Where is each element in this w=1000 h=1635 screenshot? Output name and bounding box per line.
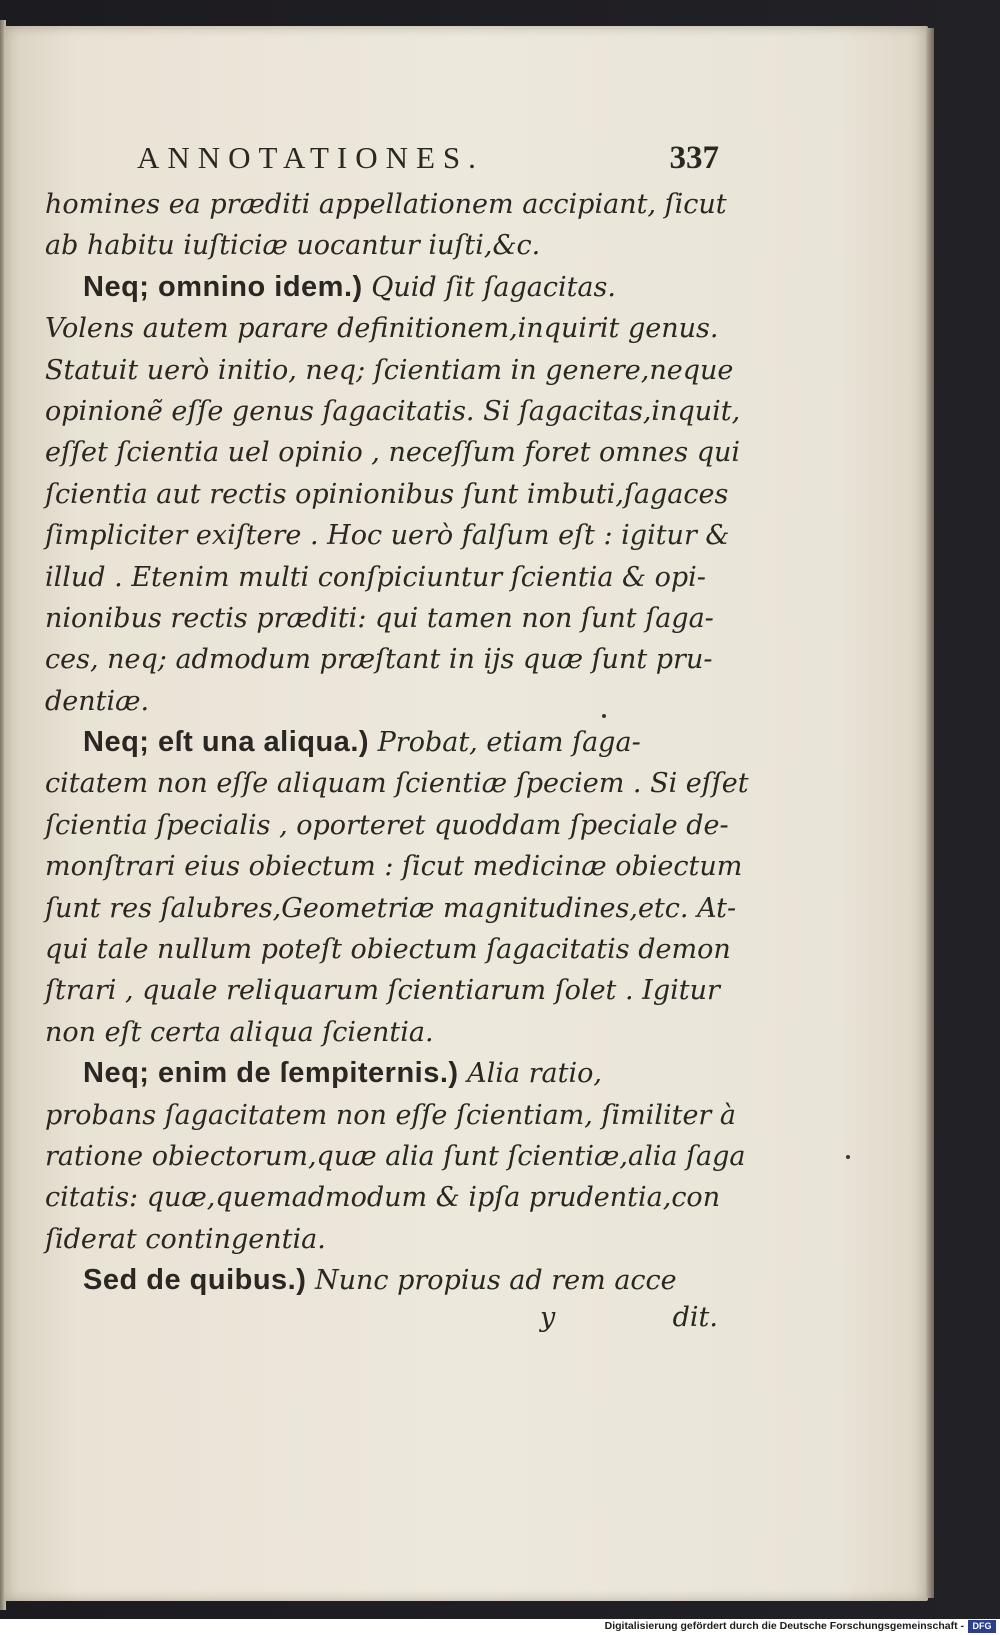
text-line: ſunt res ſalubres,Geometriæ magnitudines,etc. At- [45, 892, 737, 924]
text-line: monſtrari eius obiectum : ſicut medicinæ obiectum [45, 851, 743, 883]
lemma: Neq; omnino idem.) [83, 270, 363, 303]
text-line-with-lemma [45, 1053, 715, 1094]
digitization-footer [0, 1619, 1000, 1635]
text-line: illud . Etenim multi conſpiciuntur ſcientia & opi- [45, 561, 706, 593]
text-line: ſcientia ſpecialis , oporteret quoddam ſpeciale de- [45, 809, 729, 841]
text-line: nionibus rectis præditi: qui tamen non ſunt ſaga- [45, 602, 714, 634]
footer-credit: Digitalisierung gefördert durch die Deutsche Forschungsgemeinschaft - [604, 1620, 964, 1632]
page-header [45, 140, 719, 184]
text-line: opinionẽ eſſe genus ſagacitatis. Si ſagacitas,inquit, [45, 395, 741, 427]
text-line: probans ſagacitatem non eſſe ſcientiam, ſimiliter à [45, 1099, 737, 1131]
dfg-logo: DFG [968, 1620, 996, 1633]
text-line: citatem non eſſe aliquam ſcientiæ ſpeciem . Si eſſet [45, 768, 749, 800]
text-line-with-lemma [45, 1260, 715, 1301]
lemma: Sed de quibus.) [83, 1264, 307, 1297]
text-line: homines ea præditi appellationem accipiant, ſicut [45, 189, 727, 220]
page-number: 337 [669, 140, 719, 176]
text-line: ab habitu iuſticiæ uocantur iuſti,&c. [45, 230, 541, 262]
text-span: Quid ſit ſagacitas. [371, 271, 616, 303]
text-line: Statuit uerò initio, neq; ſcientiam in genere,neque [45, 354, 734, 386]
text-span: Probat, etiam ſaga- [377, 727, 641, 759]
text-line-with-lemma [45, 267, 715, 308]
catchword-line [45, 1301, 718, 1343]
text-line: qui tale nullum poteſt obiectum ſagacitatis demon [45, 934, 731, 966]
text-line: non eſt certa aliqua ſcientia. [45, 1016, 434, 1048]
text-line: dentiæ. [45, 685, 150, 717]
running-head: ANNOTATIONES. [137, 140, 484, 175]
page-fore-edge [926, 28, 934, 1598]
text-span: Alia ratio, [467, 1058, 602, 1090]
lemma: Neq; eſt una aliqua.) [83, 726, 370, 759]
text-line: citatis: quæ,quemadmodum & ipſa prudentia,con [45, 1182, 721, 1214]
signature-mark: y [540, 1301, 556, 1333]
text-line: ces, neq; admodum præſtant in ijs quæ ſunt pru- [45, 644, 713, 676]
text-line: ſtrari , quale reliquarum ſcientiarum ſolet . Igitur [45, 975, 720, 1007]
text-line: ſiderat contingentia. [45, 1223, 326, 1255]
text-line: eſſet ſcientia uel opinio , neceſſum foret omnes qui [45, 437, 741, 469]
catchword: dit. [672, 1301, 718, 1333]
ink-speck [602, 714, 606, 718]
text-line: ſimpliciter exiſtere . Hoc uerò falſum eſt : igitur & [45, 520, 730, 552]
text-line-with-lemma [45, 722, 715, 763]
ink-speck [846, 1155, 850, 1159]
text-line: Volens autem parare definitionem,inquirit genus. [45, 313, 719, 345]
page-text-block [45, 140, 749, 1343]
text-line: ratione obiectorum,quæ alia ſunt ſcientiæ,alia ſaga [45, 1140, 746, 1172]
lemma: Neq; enim de ſempiternis.) [83, 1057, 459, 1090]
text-span: Nunc propius ad rem acce [315, 1265, 677, 1297]
text-line: ſcientia aut rectis opinionibus ſunt imbuti,ſagaces [45, 478, 729, 510]
